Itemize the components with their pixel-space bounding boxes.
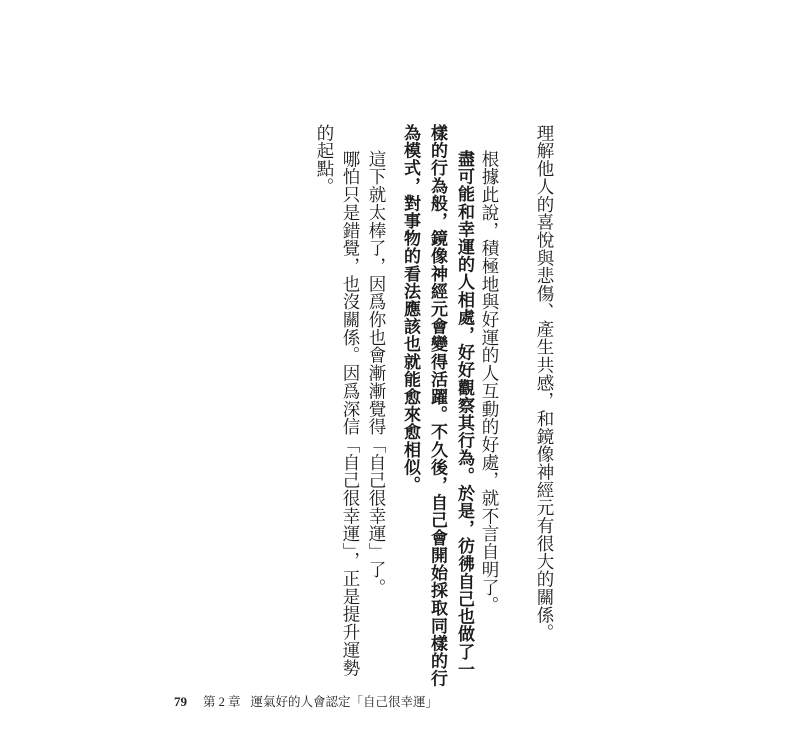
chapter-title: 運氣好的人會認定「自己很幸運」 [250, 695, 439, 709]
text-column-2: 根據此說，積極地與好運的人互動的好處，就不言自明了。 [479, 150, 499, 615]
chapter-label: 第 2 章 [203, 695, 241, 709]
text-column-4: 樣的行為般，鏡像神經元會變得活躍。不久後，自己會開始採取同樣的行 [427, 124, 447, 688]
page-number: 79 [174, 694, 187, 709]
text-column-1: 理解他人的喜悅與悲傷、產生共感，和鏡像神經元有很大的關係。 [534, 124, 554, 642]
text-column-6: 這下就太棒了，因爲你也會漸漸覺得「自己很幸運」了。 [366, 150, 386, 597]
text-column-7: 哪怕只是錯覺，也沒關係。因爲深信「自己很幸運」，正是提升運勢 [340, 150, 360, 677]
text-column-3: 盡可能和幸運的人相處，好好觀察其行為。於是，彷彿自己也做了一 [454, 150, 474, 678]
running-footer [174, 692, 438, 710]
text-column-5: 為模式，對事物的看法應該也就能愈來愈相似。 [400, 124, 420, 494]
text-column-8: 的起點。 [314, 124, 334, 196]
